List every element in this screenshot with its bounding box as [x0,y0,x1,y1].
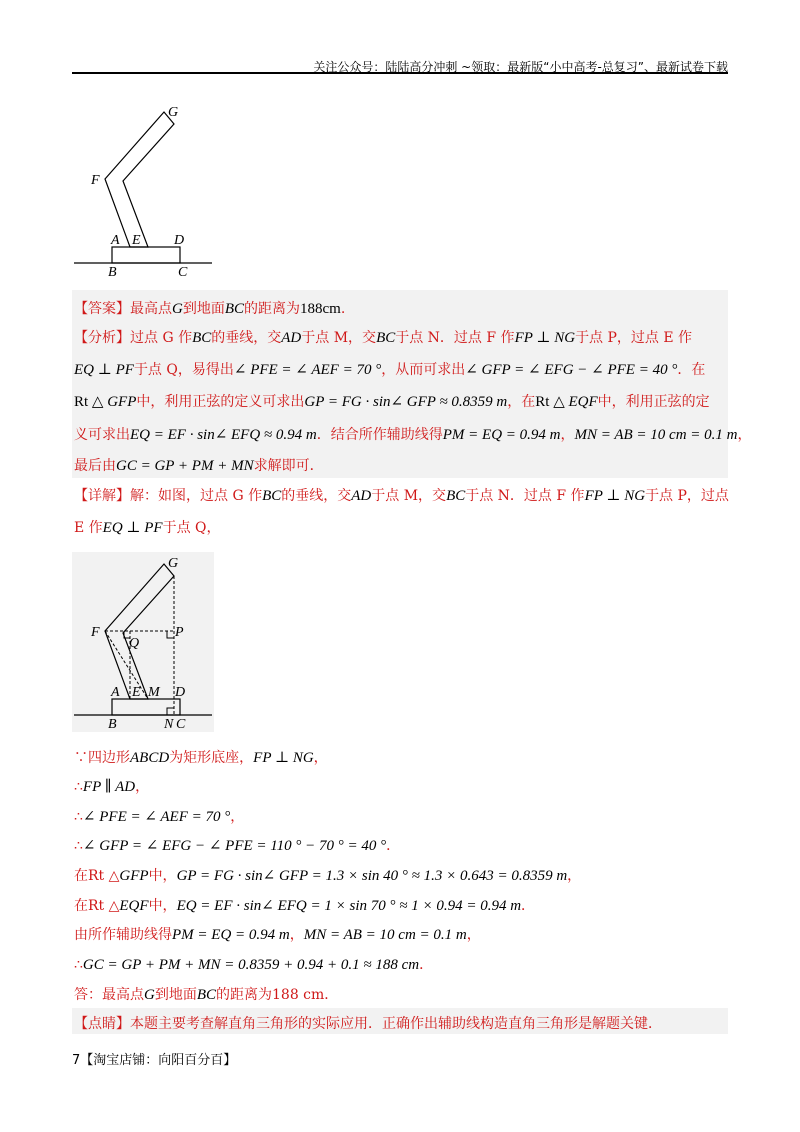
solution-line-7: 由所作辅助线得PM = EQ = 0.94 m，MN = AB = 10 cm = 0.1 m， [74,927,481,943]
analysis-line-5: 最后由GC = GP + PM + MN求解即可． [74,458,324,474]
base-rect [112,699,180,715]
label-D: D [175,685,186,700]
solution-line-3: ∴∠ PFE = ∠ AEF = 70 °， [74,809,245,825]
detail-line-1: 【详解】解：如图，过点 G 作BC的垂线，交AD于点 M，交BC于点 N．过点 F 作FP ⊥ NG于点 P，过点 [74,488,729,504]
lamp-arm [105,112,174,247]
label-A: A [111,233,120,248]
comment-line: 【点睛】本题主要考查解直角三角形的实际应用．正确作出辅助线构造直角三角形是解题关键． [74,1016,662,1032]
solution-line-4: ∴∠ GFP = ∠ EFG − ∠ PFE = 110 ° − 70 ° = 40 °． [74,838,401,854]
label-N: N [164,717,174,732]
right-angle-N [167,708,174,715]
analysis-shade [72,290,728,478]
label-A: A [111,685,120,700]
label-D: D [174,233,185,248]
right-angle-P [167,631,174,638]
label-G: G [168,556,179,571]
analysis-line-3: Rt △ GFP中，利用正弦的定义可求出GP = FG · sin∠ GFP ≈ 0.8359 m，在Rt △ EQF中，利用正弦的定 [74,394,710,410]
label-C: C [176,717,186,732]
page-header: 关注公众号：陆陆高分冲刺 ~领取：最新版“小中高考-总复习”、最新试卷下载 [313,60,728,74]
analysis-line-2: EQ ⊥ PF于点 Q，易得出∠ PFE = ∠ AEF = 70 °，从而可求出∠ GFP = ∠ EFG − ∠ PFE = 40 °．在 [74,362,706,378]
shop-text: 【淘宝店铺：向阳百分百】 [80,1053,237,1068]
solution-line-9: 答：最高点G到地面BC的距离为188 cm． [74,987,339,1003]
label-C: C [178,265,188,280]
solution-line-5: 在Rt △GFP中，GP = FG · sin∠ GFP = 1.3 × sin 40 ° ≈ 1.3 × 0.643 = 0.8359 m， [74,868,582,884]
label-F: F [91,625,100,640]
page-number: 7 [72,1053,81,1068]
label-E: E [132,233,141,248]
figure-1 [72,100,217,280]
label-B: B [108,717,117,732]
detail-line-2: E 作EQ ⊥ PF于点 Q， [74,520,221,536]
solution-line-1: ∵四边形ABCD为矩形底座，FP ⊥ NG， [74,750,328,766]
solution-line-6: 在Rt △EQF中，EQ = EF · sin∠ EFQ = 1 × sin 70 ° ≈ 1 × 0.94 = 0.94 m． [74,898,536,914]
label-F: F [91,173,100,188]
label-M: M [148,685,160,700]
solution-line-8: ∴GC = GP + PM + MN = 0.8359 + 0.94 + 0.1 ≈ 188 cm． [74,957,434,973]
analysis-line-1: 【分析】过点 G 作BC的垂线，交AD于点 M，交BC于点 N．过点 F 作FP ⊥ NG于点 P，过点 E 作 [74,330,693,346]
label-E: E [132,685,141,700]
label-P: P [175,625,184,640]
base-rect [112,247,180,263]
figure-2 [72,552,217,732]
solution-line-2: ∴FP ∥ AD， [74,779,150,795]
answer-line: 【答案】最高点G到地面BC的距离为188cm. [74,301,346,317]
header-rule [72,72,728,74]
page-footer [72,1049,236,1068]
label-Q: Q [129,636,140,651]
analysis-line-4: 义可求出EQ = EF · sin∠ EFQ ≈ 0.94 m．结合所作辅助线得PM = EQ = 0.94 m，MN = AB = 10 cm = 0.1 m， [74,427,752,443]
label-G: G [168,105,179,120]
label-B: B [108,265,117,280]
